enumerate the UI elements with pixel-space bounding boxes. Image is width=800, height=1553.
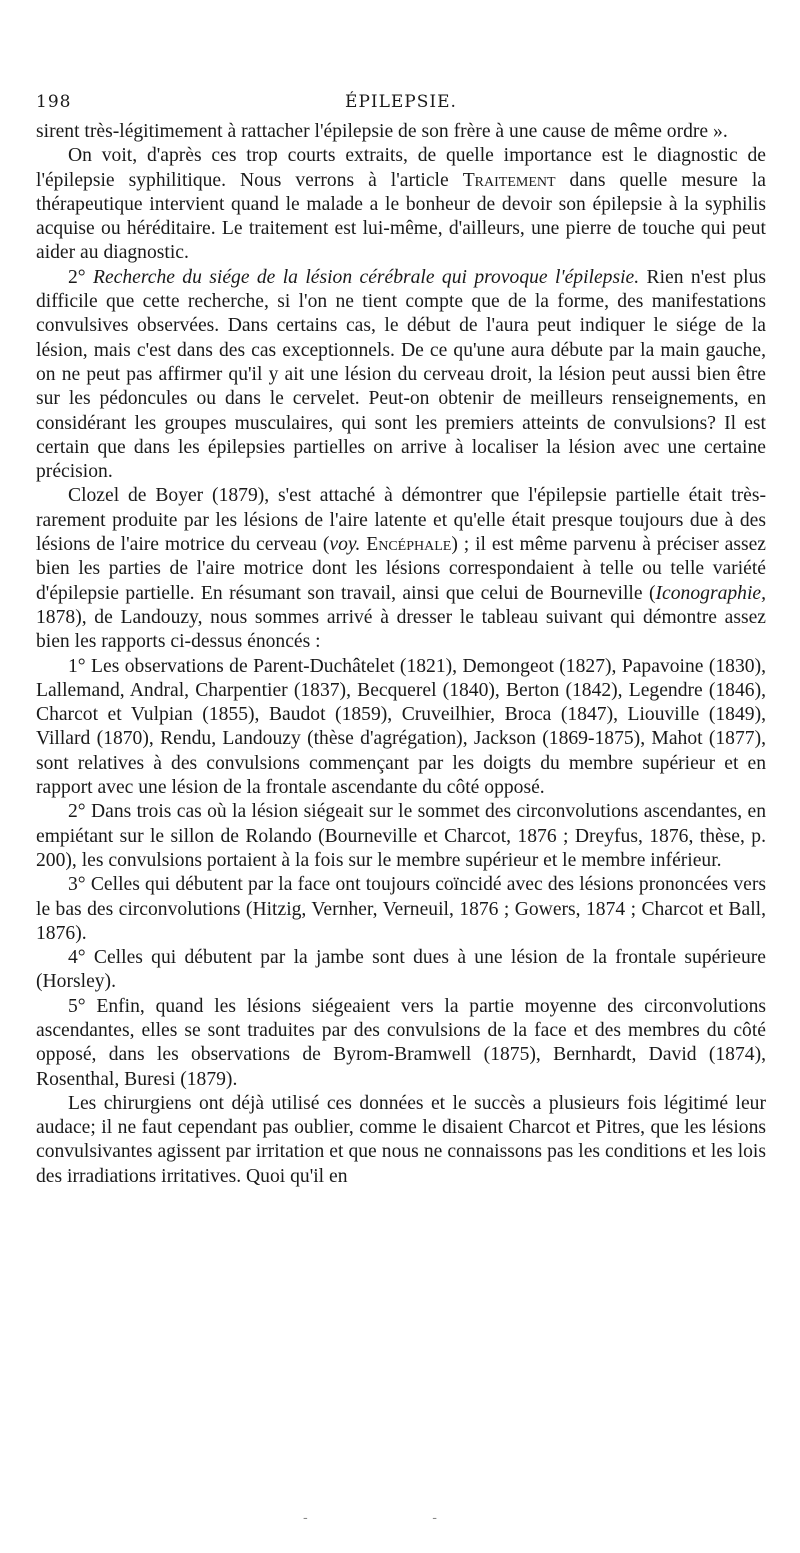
list-item-5: 5° Enfin, quand les lésions siégeaient vers la partie moyenne des circonvolutions ascendantes, elles se sont traduites par des convulsions de la face et des membres du côté opposé, dans les observations de Byrom-Bramwell (1875), Bernhardt, David (1874), Rosenthal, Buresi (1879). [36, 995, 766, 1090]
list-item-2: 2° Dans trois cas où la lésion siégeait sur le sommet des circonvolutions ascendantes, en empiétant sur le sillon de Rolando (Bourneville et Charcot, 1876 ; Dreyfus, 1876, thèse, p. 200), les convulsions portaient à la fois sur le membre supérieur et le membre inférieur. [36, 801, 766, 871]
text-span: ) ; il est même parvenu à préciser assez bien les parties de l'aire motrice dont les lésions correspondaient à telle ou telle variété d'épilepsie partielle. En résumant son travail, ainsi que celui de Bourneville ( [36, 534, 766, 604]
page-header [36, 92, 766, 118]
paragraph-surgeons: Les chirurgiens ont déjà utilisé ces données et le succès a plusieurs fois légitimé leur audace; il ne faut cependant pas oublier, comme le disaient Charcot et Pitres, que les lésions convulsivantes agissent par irritation et que nous ne connaissons pas les conditions et les lois des irradiations irritatives. Quoi qu'il en [36, 1092, 766, 1187]
running-title: ÉPILEPSIE. [345, 92, 457, 112]
text-span: Rien n'est plus difficile que cette recherche, si l'on ne tient compte que de la forme, des manifestations convulsives observées. Dans certains cas, le début de l'aura peut indiquer le siége de la lésion, mais c'est dans des cas exceptionnels. De ce qu'une aura débute par la main gauche, on ne peut pas affirmer qu'il y ait une lésion du cerveau droit, la lésion peut aussi bien être sur les pédoncules ou dans le cervelet. Peut-on obtenir de meilleurs renseignements, en considérant les groupes musculaires, qui sont les premiers atteints de convulsions? Il est certain que dans les épilepsies partielles on arrive à localiser la lésion avec une certaine précision. [36, 266, 767, 483]
text-italic-iconographie: Iconographie, [655, 582, 766, 604]
body-text [36, 120, 766, 1189]
section-number: 2° [68, 266, 93, 288]
list-item-1: 1° Les observations de Parent-Duchâtelet (1821), Demongeot (1827), Papavoine (1830), Lallemand, Andral, Charpentier (1837), Becquerel (1840), Berton (1842), Legendre (1846), Charcot et Vulpian (1855), Baudot (1859), Cruveilhier, Broca (1847), Liouville (1849), Villard (1870), Rendu, Landouzy (thèse d'agrégation), Jackson (1869-1875), Mahot (1877), sont relatives à des convulsions commençant par les doigts du membre supérieur et en rapport avec une lésion de la frontale ascendante du côté opposé. [36, 655, 766, 799]
text-span: On voit, d'après ces trop courts extraits, de quelle importance est le diagnostic de l'épilepsie syphilitique. Nous verrons à l'article [36, 145, 766, 191]
document-page [36, 92, 766, 1189]
text-span: dans quelle mesure la thérapeutique intervient quand le malade a le bonheur de devoir son épilepsie à la syphilis acquise ou héréditaire. Le traitement est lui-même, d'ailleurs, une pierre de touche qui peut aider au diagnostic. [36, 169, 766, 264]
cross-reference-encephale: Encéphale [366, 534, 452, 556]
footer-marks: - - [303, 1510, 497, 1526]
paragraph-syphilitic-diagnosis [36, 144, 766, 265]
text-span: 1878), de Landouzy, nous sommes arrivé à dresser le tableau suivant qui démontre assez bien les rapports ci-dessus énoncés : [36, 606, 766, 653]
list-item-4: 4° Celles qui débutent par la jambe sont dues à une lésion de la frontale supérieure (Horsley). [36, 947, 766, 993]
text-italic-voy: voy. [329, 534, 361, 556]
paragraph-lesion-site [36, 266, 766, 485]
paragraph-continuation: sirent très-légitimement à rattacher l'épilepsie de son frère à une cause de même ordre ». [36, 121, 728, 142]
cross-reference-traitement: Traitement [462, 169, 556, 191]
page-number: 198 [36, 92, 72, 112]
paragraph-clozel-de-boyer [36, 484, 766, 654]
text-span: Clozel de Boyer (1879), s'est attaché à démontrer que l'épilepsie partielle était très-rarement produite par les lésions de l'aire latente et qu'elle était presque toujours due à des lésions de l'aire motrice du cerveau ( [36, 485, 766, 556]
list-item-3: 3° Celles qui débutent par la face ont toujours coïncidé avec des lésions prononcées vers le bas des circonvolutions (Hitzig, Vernher, Verneuil, 1876 ; Gowers, 1874 ; Charcot et Ball, 1876). [36, 874, 766, 944]
section-heading: Recherche du siége de la lésion cérébrale qui provoque l'épilepsie. [93, 266, 640, 288]
